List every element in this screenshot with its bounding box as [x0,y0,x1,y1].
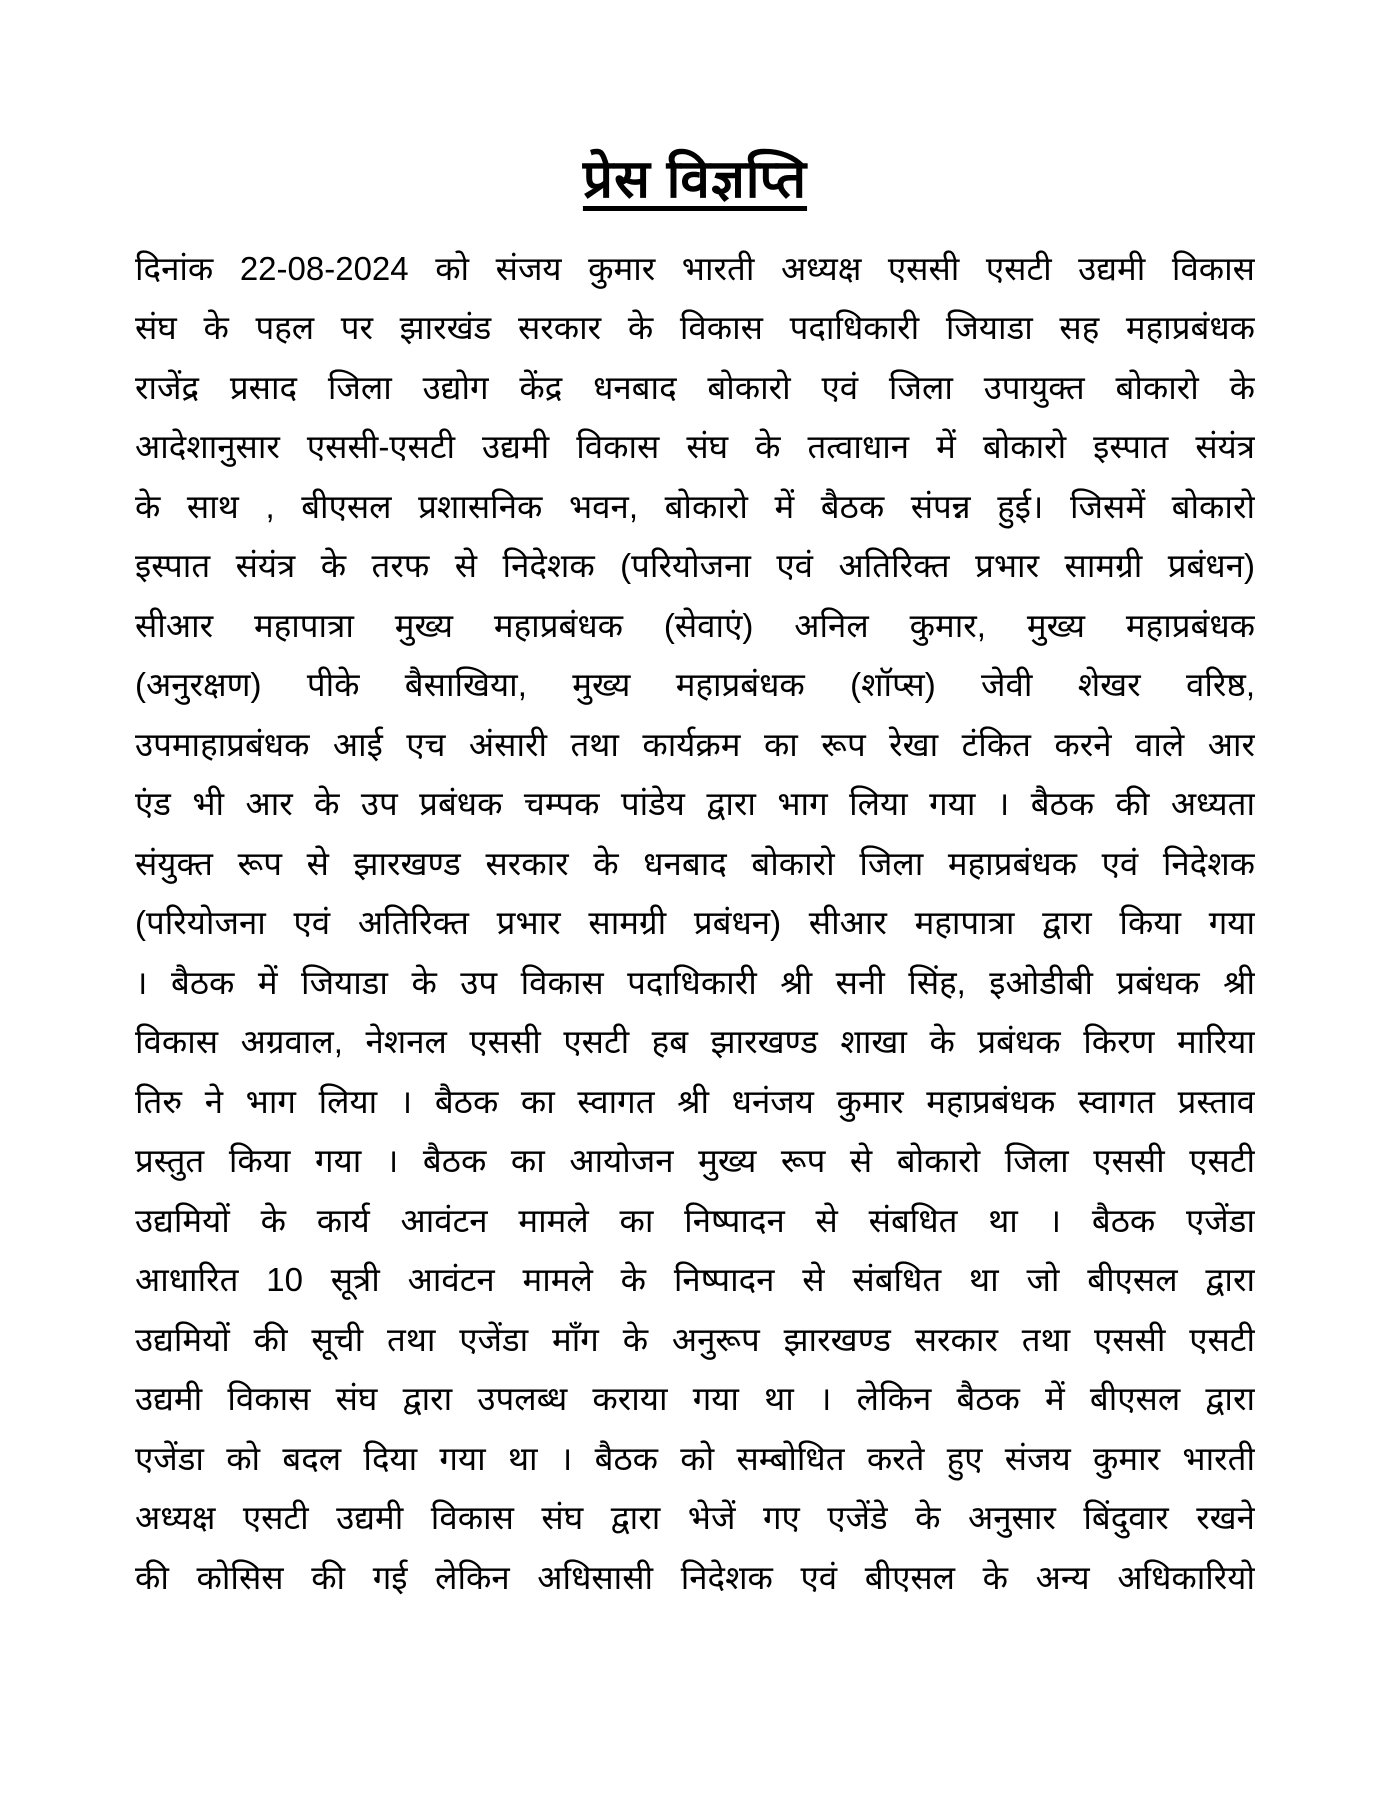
body-line: (अनुरक्षण) पीके बैसाखिया, मुख्य महाप्रबंधक (शॉप्स) जेवी शेखर वरिष्ठ, [135,666,1255,704]
body-line: दिनांक 22-08-2024 को संजय कुमार भारती अध्यक्ष एससी एसटी उद्यमी विकास [135,249,1255,287]
body-line: संयुक्त रूप से झारखण्ड सरकार के धनबाद बोकारो जिला महाप्रबंधक एवं निदेशक [135,844,1255,882]
body-line: राजेंद्र प्रसाद जिला उद्योग केंद्र धनबाद बोकारो एवं जिला उपायुक्त बोकारो के [135,368,1255,406]
body-line: (परियोजना एवं अतिरिक्त प्रभार सामग्री प्रबंधन) सीआर महापात्रा द्वारा किया गया [135,904,1255,942]
body-line: उद्यमी विकास संघ द्वारा उपलब्ध कराया गया था । लेकिन बैठक में बीएसल द्वारा [135,1380,1255,1418]
body-line: इस्पात संयंत्र के तरफ से निदेशक (परियोजना एवं अतिरिक्त प्रभार सामग्री प्रबंधन) [135,547,1255,585]
body-line: उद्यमियों के कार्य आवंटन मामले का निष्पादन से संबधित था । बैठक एजेंडा [135,1201,1255,1239]
body-line: तिरु ने भाग लिया । बैठक का स्वागत श्री धनंजय कुमार महाप्रबंधक स्वागत प्रस्ताव [135,1082,1255,1120]
body-line: उपमाहाप्रबंधक आई एच अंसारी तथा कार्यक्रम का रूप रेखा टंकित करने वाले आर [135,725,1255,763]
body-line: एंड भी आर के उप प्रबंधक चम्पक पांडेय द्वारा भाग लिया गया । बैठक की अध्यता [135,785,1255,823]
body-line: । बैठक में जियाडा के उप विकास पदाधिकारी श्री सनी सिंह, इओडीबी प्रबंधक श्री [135,963,1255,1001]
body-line: सीआर महापात्रा मुख्य महाप्रबंधक (सेवाएं) अनिल कुमार, मुख्य महाप्रबंधक [135,606,1255,644]
body-line: अध्यक्ष एसटी उद्यमी विकास संघ द्वारा भेजें गए एजेंडे के अनुसार बिंदुवार रखने [135,1499,1255,1537]
body-line: प्रस्तुत किया गया । बैठक का आयोजन मुख्य रूप से बोकारो जिला एससी एसटी [135,1142,1255,1180]
body-line: विकास अग्रवाल, नेशनल एससी एसटी हब झारखण्ड शाखा के प्रबंधक किरण मारिया [135,1023,1255,1061]
body-line: उद्यमियों की सूची तथा एजेंडा माँग के अनुरूप झारखण्ड सरकार तथा एससी एसटी [135,1320,1255,1358]
body-line: के साथ , बीएसल प्रशासनिक भवन, बोकारो में बैठक संपन्न हुई। जिसमें बोकारो [135,487,1255,525]
page-title: प्रेस विज्ञप्ति [582,150,808,209]
document-body [135,239,1255,1608]
body-line: आदेशानुसार एससी-एसटी उद्यमी विकास संघ के तत्वाधान में बोकारो इस्पात संयंत्र [135,428,1255,466]
body-line: एजेंडा को बदल दिया गया था । बैठक को सम्बोधित करते हुए संजय कुमार भारती [135,1439,1255,1477]
body-line: संघ के पहल पर झारखंड सरकार के विकास पदाधिकारी जियाडा सह महाप्रबंधक [135,309,1255,347]
body-line: आधारित 10 सूत्री आवंटन मामले के निष्पादन से संबधित था जो बीएसल द्वारा [135,1261,1255,1299]
body-line: की कोसिस की गई लेकिन अधिसासी निदेशक एवं बीएसल के अन्य अधिकारियो [135,1558,1255,1596]
